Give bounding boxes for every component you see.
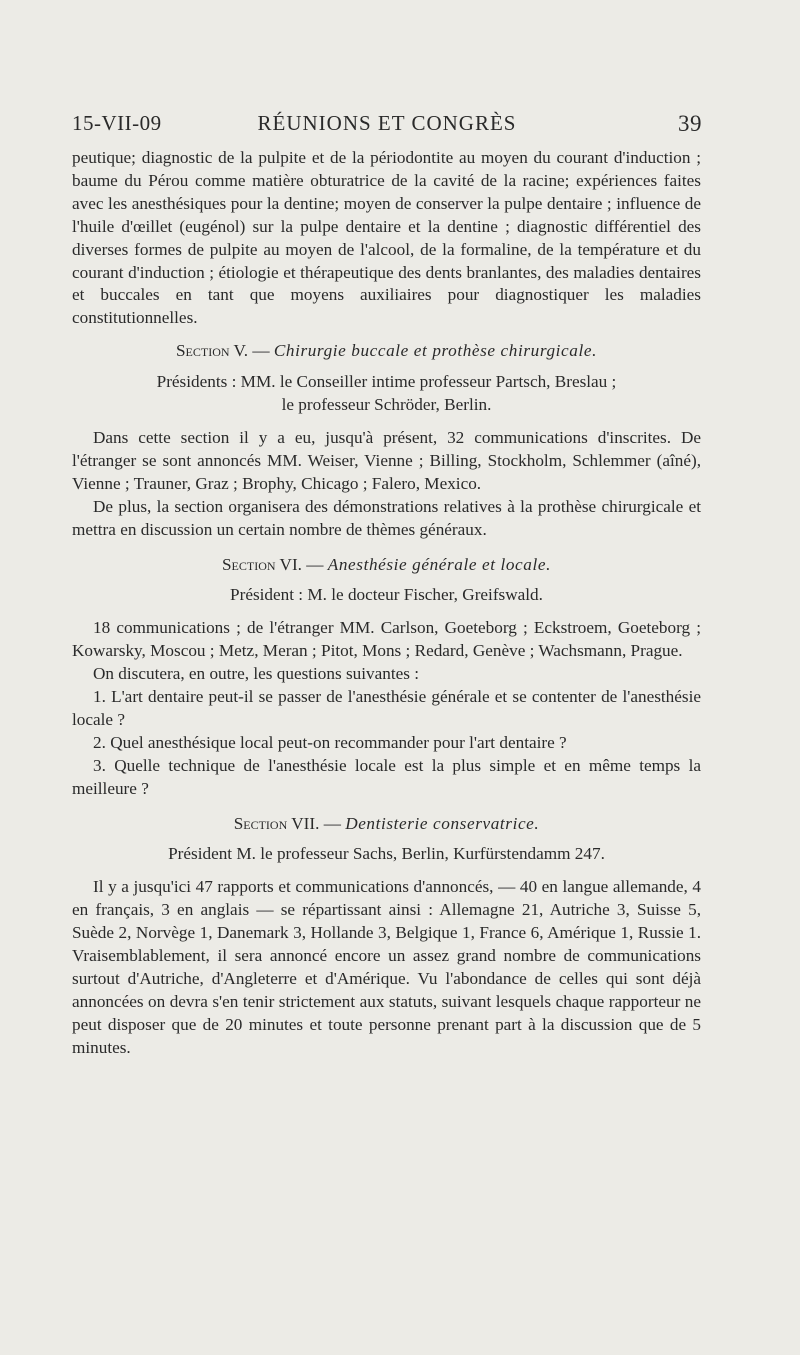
section-7-title: Dentisterie conservatrice. (345, 813, 540, 833)
section-5-label: Section V. — (176, 341, 270, 361)
section-5-presidents (72, 371, 701, 417)
running-header (72, 111, 702, 141)
header-date: 15-VII-09 (72, 111, 162, 135)
section-7-heading (72, 813, 701, 836)
section-6-president: Président : M. le docteur Fischer, Greifswald. (230, 585, 543, 605)
intro-paragraph: peutique; diagnostic de la pulpite et de la périodontite au moyen du courant d'induction ; baume du Pérou comme matière obturatrice de la cavité de la racine; expériences faites avec les anesthésiques pour la dentine; moyen de conserver la pulpe dentaire ; influence de l'huile d'œillet (eugénol) sur la pulpe dentaire et la dentine ; diagnostic différentiel des diverses formes de pulpite au moyen de l'alcool, de la formaline, de la température et du courant d'induction ; étiologie et thérapeutique des dents branlantes, des maladies dentaires et buccales en tant que moyens auxiliaires pour diagnostiquer les maladies constitutionnelles. (72, 148, 701, 328)
section-7-label: Section VII. — (233, 813, 341, 833)
section-6-question-3: 3. Quelle technique de l'anesthésie locale est la plus simple et en même temps la meilleure ? (72, 755, 701, 798)
section-5-title: Chirurgie buccale et prothèse chirurgicale. (273, 341, 597, 361)
section-7-president: Président M. le professeur Sachs, Berlin, Kurfürstendamm 247. (168, 844, 605, 864)
section-7-paragraph-1: Il y a jusqu'ici 47 rapports et communications d'annoncés, — 40 en langue allemande, 4 en français, 3 en anglais — se répartissant ainsi : Allemagne 21, Autriche 3, Suisse 5, Suède 2, Norvège 1, Danemark 3, Hollande 3, Belgique 1, France 6, Amérique 1, Russie 1. Vraisemblablement, il sera annoncé encore un assez grand nombre de communications surtout d'Autriche, d'Angleterre et d'Amérique. Vu l'abondance de celles qui sont déjà annoncées on devra s'en tenir strictement aux statuts, suivant lesquels chaque rapporteur ne peut disposer que de 20 minutes et toute personne prenant part à la discussion que de 5 minutes. (72, 877, 701, 1057)
section-6-label: Section VI. — (222, 554, 324, 574)
page-body (72, 147, 701, 1060)
section-6-title: Anesthésie générale et locale. (327, 554, 551, 574)
section-5-paragraph-1: Dans cette section il y a eu, jusqu'à présent, 32 communications d'inscrites. De l'étranger se sont annoncés MM. Weiser, Vienne ; Billing, Stockholm, Schlemmer (aîné), Vienne ; Trauner, Graz ; Brophy, Chicago ; Falero, Mexico. (72, 427, 701, 493)
section-5-presidents-line1: Présidents : MM. le Conseiller intime professeur Partsch, Breslau ; (156, 372, 617, 392)
page-number: 39 (678, 111, 702, 136)
header-title: RÉUNIONS ET CONGRÈS (257, 111, 517, 135)
section-6-question-2: 2. Quel anesthésique local peut-on recommander pour l'art dentaire ? (93, 732, 567, 752)
section-6-heading (72, 554, 701, 577)
section-5-presidents-line2: le professeur Schröder, Berlin. (281, 395, 492, 415)
section-5-heading (72, 340, 701, 363)
section-6-question-1: 1. L'art dentaire peut-il se passer de l'anesthésie générale et se contenter de l'anesthésie locale ? (72, 687, 701, 729)
section-6-paragraph-2: On discutera, en outre, les questions suivantes : (93, 664, 420, 684)
section-5-paragraph-2: De plus, la section organisera des démonstrations relatives à la prothèse chirurgicale et mettra en discussion un certain nombre de thèmes généraux. (72, 496, 701, 539)
section-6-paragraph-1: 18 communications ; de l'étranger MM. Carlson, Goeteborg ; Eckstroem, Goeteborg ; Kowarsky, Moscou ; Metz, Meran ; Pitot, Mons ; Redard, Genève ; Wachsmann, Prague. (72, 618, 701, 661)
